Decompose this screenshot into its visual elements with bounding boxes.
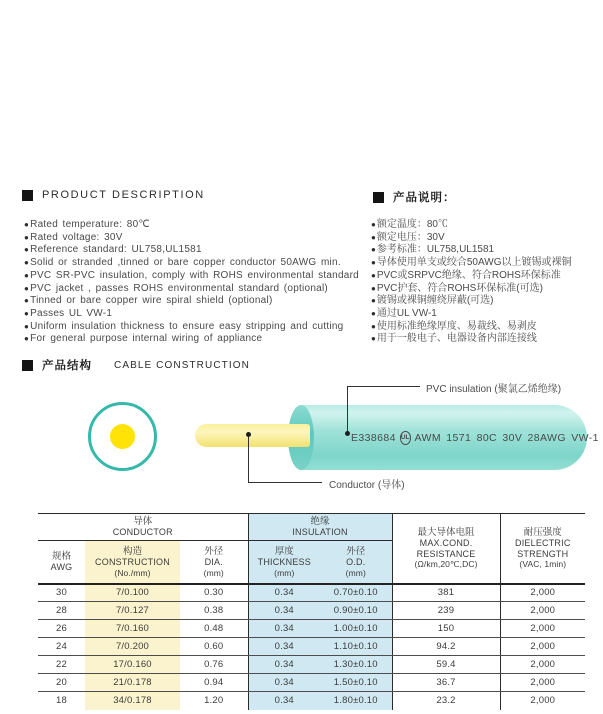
table-header-thickness: 厚度 THICKNESS (mm) (248, 541, 320, 584)
print-file-number: E338684 (351, 431, 396, 444)
table-header-resistance: 最大导体电阻 MAX.COND. RESISTANCE (Ω/km,20℃,DC) (392, 514, 500, 584)
spec-bullet-item: ● PVC护套、符合ROHS环保标准(可选) (371, 282, 543, 294)
spec-bullet-item: ● Tinned or bare copper wire spiral shield (optional) (24, 295, 273, 307)
table-cell: 18 (56, 695, 67, 707)
table-cell: 2,000 (530, 695, 556, 707)
table-cell: 7/0.127 (85, 602, 180, 620)
conductor-rod (195, 424, 310, 447)
table-cell: 1.10±0.10 (320, 638, 392, 656)
table-cell: 7/0.200 (85, 638, 180, 656)
table-cell: 21/0.178 (85, 674, 180, 692)
spec-bullet-item: ● 通过UL VW-1 (371, 307, 437, 319)
spec-bullet-item: ● PVC SR-PVC insulation, comply with ROHS environmental standard (24, 269, 359, 281)
table-cell: 0.34 (248, 602, 320, 620)
table-cell: 2,000 (500, 584, 585, 602)
spec-bullet-item: ● 使用标准绝缘厚度、易裁线、易剥皮 (371, 320, 537, 332)
spec-bullet-item: ● 额定温度：80℃ (371, 219, 448, 230)
table-header-dia: 外径 DIA. (mm) (180, 541, 248, 584)
table-row (38, 692, 585, 710)
conductor-leader-hline (248, 482, 322, 483)
table-cell: 26 (38, 620, 85, 638)
table-cell: 34/0.178 (85, 692, 180, 710)
bullet-icon: ● (24, 245, 30, 255)
bullet-icon: ● (24, 334, 30, 344)
table-cell: 23.2 (392, 692, 500, 710)
table-cell: 239 (392, 602, 500, 620)
bullet-icon: ● (24, 283, 30, 293)
cable-print-legend (300, 405, 599, 470)
bullet-icon: ● (371, 245, 376, 255)
table-row (38, 602, 585, 620)
table-cell: 381 (392, 584, 500, 602)
table-row (38, 674, 585, 692)
bullet-icon: ● (24, 308, 30, 318)
cable-construction-heading (22, 357, 250, 373)
bullet-icon: ● (24, 232, 30, 242)
table-cell: 0.34 (248, 638, 320, 656)
table-cell: 0.34 (248, 656, 320, 674)
spec-bullet-item: ● Rated temperature: 80℃ (24, 219, 150, 230)
bullet-icon: ● (371, 321, 376, 331)
table-cell: 0.34 (248, 584, 320, 602)
table-cell: 22 (38, 656, 85, 674)
table-cell: 30 (38, 584, 85, 602)
bullet-icon: ● (24, 270, 30, 280)
product-description-list-en (24, 219, 359, 346)
table-row (38, 638, 585, 656)
table-cell: 1.50±0.10 (320, 674, 392, 692)
bullet-icon: ● (371, 308, 376, 318)
insulation-label: PVC insulation (聚氯乙烯绝缘) (426, 384, 562, 395)
table-cell: 1.30±0.10 (320, 656, 392, 674)
ul-mark-icon: UL (400, 431, 411, 445)
product-description-list-cn (371, 219, 571, 346)
bullet-icon: ● (371, 296, 376, 306)
table-cell: 150 (392, 620, 500, 638)
bullet-icon: ● (371, 220, 376, 229)
specification-table (38, 513, 585, 710)
table-cell: 2,000 (500, 602, 585, 620)
table-row (38, 620, 585, 638)
table-header-dielectric: 耐压强度 DIELECTRIC STRENGTH (VAC, 1min) (500, 514, 585, 584)
spec-bullet-item: ● PVC或SRPVC绝缘、符合ROHS环保标准 (371, 269, 561, 281)
conductor-leader-vline (248, 434, 249, 482)
table-cell: 0.90±0.10 (320, 602, 392, 620)
table-cell: 0.70±0.10 (320, 584, 392, 602)
table-group-conductor: 导体 CONDUCTOR (38, 514, 248, 541)
spec-bullet-item: ● 导体使用单支或绞合50AWG以上镀锡或裸铜 (371, 257, 572, 269)
spec-bullet-item: ● Solid or stranded ,tinned or bare copper conductor 50AWG min. (24, 257, 341, 269)
table-cell: 0.34 (248, 620, 320, 638)
bullet-icon: ● (371, 232, 376, 242)
insulation-leader-hline (347, 386, 420, 387)
spec-bullet-item: ● 额定电压：30V (371, 231, 445, 243)
table-cell: 0.60 (180, 638, 248, 656)
product-description-heading (22, 189, 205, 201)
table-cell: 17/0.160 (85, 656, 180, 674)
cable-construction-title-cn: 产品结构 (42, 360, 92, 372)
spec-bullet-item: ● Reference standard: UL758,UL1581 (24, 244, 202, 256)
table-row (38, 656, 585, 674)
product-description-title: PRODUCT DESCRIPTION (42, 189, 205, 201)
insulation-leader-vline (347, 386, 348, 433)
table-cell: 28 (38, 602, 85, 620)
spec-bullet-item: ● Uniform insulation thickness to ensure easy stripping and cutting (24, 320, 344, 332)
table-cell: 0.48 (180, 620, 248, 638)
table-header-awg: 规格 AWG (38, 541, 85, 584)
table-cell: 0.76 (180, 656, 248, 674)
table-row (38, 584, 585, 602)
table-cell: 7/0.100 (85, 584, 180, 602)
table-cell: 1.00±0.10 (320, 620, 392, 638)
table-cell: 2,000 (500, 620, 585, 638)
table-header-od: 外径 O.D. (mm) (320, 541, 392, 584)
section-marker-icon (22, 360, 33, 371)
table-cell: 20 (38, 674, 85, 692)
table-cell: 0.34 (248, 674, 320, 692)
section-marker-icon (373, 192, 384, 203)
table-cell: 2,000 (500, 656, 585, 674)
table-cell: 24 (38, 638, 85, 656)
conductor-leader-dot (246, 432, 251, 437)
bullet-icon: ● (24, 258, 30, 268)
table-cell: 2,000 (500, 638, 585, 656)
spec-bullet-item: ● For general purpose internal wiring of appliance (24, 333, 263, 345)
product-description-heading-cn (373, 189, 456, 205)
spec-bullet-item: ● Rated voltage: 30V (24, 231, 123, 243)
table-group-insulation: 绝缘 INSULATION (248, 514, 392, 541)
spec-bullet-item: ● 参考标准：UL758,UL1581 (371, 244, 495, 256)
table-cell: 1.80±0.10 (320, 692, 392, 710)
bullet-icon: ● (371, 334, 376, 344)
spec-bullet-item: ● Passes UL VW-1 (24, 307, 113, 319)
print-rating-text: AWM 1571 80C 30V 28AWG VW-1 (414, 431, 599, 444)
table-cell: 59.4 (392, 656, 500, 674)
bullet-icon: ● (24, 321, 30, 331)
table-cell: 7/0.160 (85, 620, 180, 638)
insulation-leader-dot (345, 431, 350, 436)
bullet-icon: ● (24, 296, 30, 306)
table-cell: 0.30 (180, 584, 248, 602)
spec-bullet-item: ● PVC jacket , passes ROHS environmental standard (optional) (24, 282, 328, 294)
table-cell: 0.94 (180, 674, 248, 692)
table-cell: 94.2 (392, 638, 500, 656)
conductor-label: Conductor (导体) (329, 480, 405, 491)
spec-bullet-item: ● 用于一般电子、电器设备内部连接线 (371, 333, 537, 345)
section-marker-icon (22, 190, 33, 201)
table-cell: 2,000 (500, 674, 585, 692)
spec-bullet-item: ● 镀锡或裸铜缠绕屏蔽(可选) (371, 295, 494, 307)
bullet-icon: ● (371, 283, 376, 293)
cable-construction-title-en: CABLE CONSTRUCTION (114, 359, 250, 371)
bullet-icon: ● (371, 258, 376, 268)
bullet-icon: ● (371, 270, 376, 280)
bullet-icon: ● (24, 220, 30, 229)
table-cell: 0.38 (180, 602, 248, 620)
product-description-title-cn: 产品说明： (393, 192, 456, 204)
cable-cross-section-core (110, 424, 135, 449)
table-cell: 1.20 (180, 692, 248, 710)
table-cell: 36.7 (392, 674, 500, 692)
table-header-construction: 构造 CONSTRUCTION (No./mm) (85, 541, 180, 584)
table-cell: 0.34 (248, 692, 320, 710)
